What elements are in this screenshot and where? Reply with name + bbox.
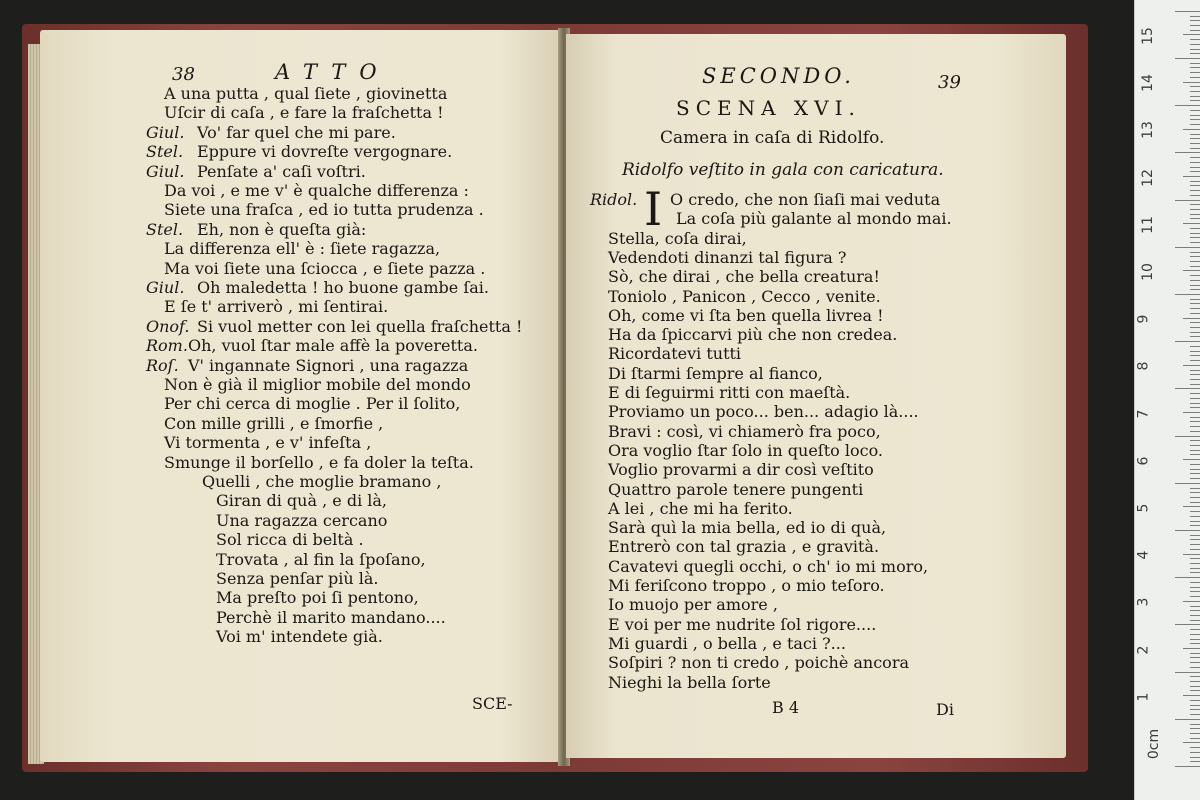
ruler-number: 13 <box>1139 121 1156 140</box>
ruler-tick <box>1190 190 1200 191</box>
ruler-tick <box>1190 596 1200 597</box>
speaker-label: Rom. <box>146 336 188 356</box>
ruler-tick <box>1190 143 1200 144</box>
ruler-tick <box>1190 209 1200 210</box>
ruler-tick <box>1183 365 1200 366</box>
ruler-tick <box>1190 289 1200 290</box>
verse-line: E di ſeguirmi ritti con maeſtà. <box>608 383 851 402</box>
ruler-tick <box>1190 100 1200 101</box>
speaker-label: Onof. <box>146 316 190 336</box>
scene-heading: SCENA XVI. <box>676 96 861 120</box>
verse-line: Siete una fraſca , ed io tutta prudenza . <box>164 200 484 220</box>
ruler-tick <box>1190 488 1200 489</box>
ruler-tick <box>1190 705 1200 706</box>
verse-line: Ma voi ſiete una ſciocca , e ſiete pazza . <box>164 258 486 278</box>
ruler-tick <box>1190 299 1200 300</box>
verse-line: La coſa più galante al mondo mai. <box>676 209 952 229</box>
verse-line: Vi tormenta , e v' infeſta , <box>164 433 372 453</box>
verse-line: Penſate a' caſi voſtri. <box>197 161 366 181</box>
ruler-tick <box>1190 752 1200 753</box>
ruler-tick <box>1190 426 1200 427</box>
ruler-tick <box>1183 601 1200 602</box>
ruler-tick <box>1175 294 1200 295</box>
ruler-tick <box>1190 582 1200 583</box>
ruler-tick <box>1190 440 1200 441</box>
ruler-tick <box>1183 82 1200 83</box>
ruler-number: 0cm <box>1146 728 1163 760</box>
ruler-tick <box>1190 700 1200 701</box>
ruler-tick <box>1190 502 1200 503</box>
ruler-tick <box>1190 639 1200 640</box>
ruler-tick <box>1190 44 1200 45</box>
ruler-tick <box>1190 473 1200 474</box>
ruler-tick <box>1190 445 1200 446</box>
right-speaker: Ridol. <box>590 190 638 209</box>
ruler-number: 2 <box>1135 645 1152 655</box>
ruler-tick <box>1183 554 1200 555</box>
ruler-number: 7 <box>1135 409 1152 419</box>
verse-line: Smunge il borſello , e fa doler la teſta. <box>164 452 474 472</box>
right-running-header: SECONDO. <box>702 64 855 88</box>
ruler-tick <box>1190 63 1200 64</box>
verse-line: Mi feriſcono troppo , o mio teſoro. <box>608 576 885 595</box>
ruler-number: 10 <box>1139 263 1156 281</box>
ruler-tick <box>1190 237 1200 238</box>
verse-line: Ha da ſpiccarvi più che non credea. <box>608 325 898 345</box>
verse-line: Si vuol metter con lei quella fraſchetta ! <box>197 316 523 336</box>
ruler-tick <box>1175 58 1200 59</box>
left-page <box>40 30 562 762</box>
speaker-label: Giul. <box>146 161 185 181</box>
ruler-tick <box>1190 91 1200 92</box>
ruler-tick <box>1190 148 1200 149</box>
ruler-tick <box>1190 67 1200 68</box>
ruler-number: 9 <box>1135 314 1152 324</box>
ruler-tick <box>1190 355 1200 356</box>
ruler-tick <box>1190 308 1200 309</box>
verse-line: Una ragazza cercano <box>216 510 388 530</box>
verse-line: Quattro parole tenere pungenti <box>608 479 864 499</box>
ruler-tick <box>1190 454 1200 455</box>
ruler-tick <box>1190 393 1200 394</box>
ruler-tick <box>1190 643 1200 644</box>
ruler-tick <box>1190 662 1200 663</box>
speaker-label: Stel. <box>146 142 184 162</box>
verse-line: Mi guardi , o bella , e taci ?... <box>608 633 846 653</box>
ruler-tick <box>1190 261 1200 262</box>
ruler-tick <box>1175 247 1200 248</box>
ruler-tick <box>1190 421 1200 422</box>
ruler-tick <box>1190 686 1200 687</box>
ruler-number: 5 <box>1135 503 1152 513</box>
ruler-tick <box>1175 341 1200 342</box>
ruler-tick <box>1190 233 1200 234</box>
ruler-tick <box>1183 506 1200 507</box>
verse-line: Eh, non è queſta già: <box>197 219 367 239</box>
verse-line: Oh, come vi ſta ben quella livrea ! <box>608 305 884 325</box>
ruler-tick <box>1190 403 1200 404</box>
verse-line: Nieghi la bella ſorte <box>608 672 771 692</box>
ruler-tick <box>1190 724 1200 725</box>
ruler-tick <box>1175 672 1200 673</box>
ruler-number: 14 <box>1139 74 1156 93</box>
ruler-tick <box>1190 119 1200 120</box>
ruler-tick <box>1190 30 1200 31</box>
ruler-tick <box>1190 280 1200 281</box>
ruler-tick <box>1190 171 1200 172</box>
verse-line: Con mille grilli , e ſmorfie , <box>164 413 384 433</box>
verse-line: Proviamo un poco... ben... adagio là.... <box>608 402 919 422</box>
ruler-tick <box>1183 412 1200 413</box>
verse-line: Di ſtarmi ſempre al fianco, <box>608 363 823 383</box>
verse-line: A una putta , qual ſiete , giovinetta <box>164 84 448 103</box>
speaker-label: Stel. <box>146 219 184 239</box>
ruler-tick <box>1190 228 1200 229</box>
ruler-tick <box>1190 464 1200 465</box>
ruler-number: 8 <box>1135 361 1152 371</box>
ruler-tick <box>1190 516 1200 517</box>
ruler-tick <box>1190 16 1200 17</box>
left-catchword: SCE- <box>472 694 513 713</box>
ruler-tick <box>1190 535 1200 536</box>
ruler-tick <box>1190 379 1200 380</box>
verse-line: Voi m' intendete già. <box>216 627 383 647</box>
ruler-tick <box>1190 351 1200 352</box>
ruler-tick <box>1190 563 1200 564</box>
ruler-number: 4 <box>1135 550 1152 560</box>
ruler-tick <box>1183 270 1200 271</box>
ruler-tick <box>1190 313 1200 314</box>
right-catchword: Di <box>936 700 954 719</box>
ruler-tick <box>1190 20 1200 21</box>
ruler-tick <box>1175 577 1200 578</box>
ruler-tick <box>1190 667 1200 668</box>
ruler-tick <box>1175 105 1200 106</box>
verse-line: Toniolo , Panicon , Cecco , venite. <box>608 286 881 306</box>
ruler-tick <box>1190 676 1200 677</box>
right-page-number: 39 <box>938 72 961 93</box>
measurement-ruler <box>1134 0 1200 800</box>
ruler-tick <box>1190 747 1200 748</box>
scene-setting: Camera in caſa di Ridolfo. <box>660 128 885 148</box>
ruler-tick <box>1190 218 1200 219</box>
speaker-label: Giul. <box>146 278 185 297</box>
ruler-tick <box>1190 77 1200 78</box>
verse-line: Oh maledetta ! ho buone gambe ſai. <box>197 278 489 297</box>
verse-line: Quelli , che moglie bramano , <box>202 472 442 491</box>
drop-capital: I <box>644 182 663 236</box>
ruler-tick <box>1175 624 1200 625</box>
ruler-tick <box>1190 709 1200 710</box>
verse-line: Uſcir di caſa , e fare la fraſchetta ! <box>164 103 444 123</box>
ruler-tick <box>1183 318 1200 319</box>
ruler-tick <box>1190 370 1200 371</box>
ruler-number: 6 <box>1135 456 1152 466</box>
verse-line: Sò, che dirai , che bella creatura! <box>608 267 880 287</box>
verse-line: V' ingannate Signori , una ragazza <box>188 355 469 375</box>
ruler-tick <box>1190 115 1200 116</box>
ruler-tick <box>1190 266 1200 267</box>
ruler-tick <box>1190 450 1200 451</box>
ruler-tick <box>1190 497 1200 498</box>
ruler-tick <box>1190 167 1200 168</box>
ruler-tick <box>1190 615 1200 616</box>
ruler-tick <box>1190 620 1200 621</box>
ruler-tick <box>1190 653 1200 654</box>
ruler-tick <box>1190 322 1200 323</box>
ruler-tick <box>1190 398 1200 399</box>
ruler-number: 3 <box>1135 597 1152 607</box>
ruler-tick <box>1190 185 1200 186</box>
ruler-tick <box>1190 558 1200 559</box>
verse-line: Cavatevi quegli occhi, o ch' io mi moro, <box>608 556 929 576</box>
ruler-number: 11 <box>1139 215 1156 234</box>
verse-line: Sarà quì la mia bella, ed io di quà, <box>608 518 887 538</box>
ruler-tick <box>1190 53 1200 54</box>
ruler-tick <box>1183 129 1200 130</box>
verse-line: Non è già il miglior mobile del mondo <box>164 375 471 394</box>
verse-line: O credo, che non ſiaſi mai veduta <box>670 190 941 209</box>
ruler-tick <box>1190 761 1200 762</box>
verse-line: Ora voglio ſtar ſolo in queſto loco. <box>608 440 884 460</box>
ruler-tick <box>1175 483 1200 484</box>
verse-line: Giran di quà , e di là, <box>216 491 388 511</box>
verse-line: Soſpiri ? non ti credo , poichè ancora <box>608 653 909 673</box>
ruler-tick <box>1190 242 1200 243</box>
ruler-tick <box>1190 587 1200 588</box>
verse-line: E ſe t' arriverò , mi ſentirai. <box>164 297 389 317</box>
ruler-tick <box>1175 200 1200 201</box>
ruler-tick <box>1190 417 1200 418</box>
ruler-tick <box>1190 690 1200 691</box>
ruler-tick <box>1183 648 1200 649</box>
signature-mark: B 4 <box>772 698 800 717</box>
ruler-tick <box>1190 96 1200 97</box>
ruler-tick <box>1190 634 1200 635</box>
verse-line: Ma preſto poi ſi pentono, <box>216 588 419 608</box>
ruler-tick <box>1190 544 1200 545</box>
ruler-tick <box>1183 176 1200 177</box>
ruler-tick <box>1190 431 1200 432</box>
ruler-tick <box>1175 152 1200 153</box>
ruler-tick <box>1190 303 1200 304</box>
ruler-tick <box>1190 204 1200 205</box>
verse-line: E voi per me nudrite ſol rigore.... <box>608 614 877 634</box>
ruler-tick <box>1190 49 1200 50</box>
verse-line: Per chi cerca di moglie . Per il ſolito, <box>164 394 461 414</box>
ruler-tick <box>1190 195 1200 196</box>
ruler-tick <box>1190 360 1200 361</box>
stage-direction: Ridolfo veſtito in gala con caricatura. <box>622 160 944 180</box>
verse-line: Ricordatevi tutti <box>608 344 742 364</box>
ruler-tick <box>1183 459 1200 460</box>
ruler-tick <box>1190 492 1200 493</box>
verse-line: Eppure vi dovreſte vergognare. <box>197 142 453 162</box>
verse-line: Senza penſar più là. <box>216 569 379 588</box>
ruler-tick <box>1190 407 1200 408</box>
ruler-tick <box>1175 719 1200 720</box>
left-page-number: 38 <box>172 64 195 85</box>
verse-line: Voglio provarmi a dir così veſtito <box>608 460 874 480</box>
ruler-tick <box>1190 181 1200 182</box>
verse-line: Bravi : così, vi chiamerò fra poco, <box>608 421 881 441</box>
verse-line: Vo' far quel che mi pare. <box>197 122 396 142</box>
ruler-tick <box>1190 332 1200 333</box>
ruler-tick <box>1190 327 1200 328</box>
ruler-tick <box>1190 681 1200 682</box>
ruler-tick <box>1190 521 1200 522</box>
speaker-label: Giul. <box>146 122 185 142</box>
verse-line: Stella, coſa dirai, <box>608 228 747 248</box>
ruler-tick <box>1175 11 1200 12</box>
ruler-tick <box>1190 157 1200 158</box>
ruler-tick <box>1190 275 1200 276</box>
verse-line: Io muojo per amore , <box>608 595 778 615</box>
ruler-tick <box>1190 606 1200 607</box>
ruler-tick <box>1190 110 1200 111</box>
ruler-number: 1 <box>1135 692 1152 702</box>
ruler-tick <box>1190 124 1200 125</box>
left-running-header: ATTO <box>275 60 391 84</box>
ruler-tick <box>1190 256 1200 257</box>
ruler-tick <box>1175 388 1200 389</box>
ruler-tick <box>1190 72 1200 73</box>
verse-line: Sol ricca di beltà . <box>216 530 364 550</box>
ruler-tick <box>1190 539 1200 540</box>
ruler-tick <box>1183 742 1200 743</box>
verse-line: La differenza ell' è : ſiete ragazza, <box>164 239 441 259</box>
ruler-tick <box>1183 34 1200 35</box>
ruler-tick <box>1190 572 1200 573</box>
ruler-number: 15 <box>1139 27 1156 45</box>
ruler-tick <box>1190 738 1200 739</box>
verse-line: Perchè il marito mandano.... <box>216 607 446 627</box>
ruler-tick <box>1190 252 1200 253</box>
ruler-tick <box>1190 285 1200 286</box>
ruler-tick <box>1190 568 1200 569</box>
ruler-tick <box>1190 714 1200 715</box>
ruler-tick <box>1190 134 1200 135</box>
ruler-tick <box>1175 436 1200 437</box>
ruler-tick <box>1190 511 1200 512</box>
ruler-tick <box>1190 757 1200 758</box>
ruler-tick <box>1190 591 1200 592</box>
ruler-tick <box>1190 346 1200 347</box>
speaker-label: Roſ. <box>146 355 179 375</box>
verse-line: Da voi , e me v' è qualche differenza : <box>164 181 469 200</box>
ruler-tick <box>1190 728 1200 729</box>
verse-line: Entrerò con tal grazia , e gravità. <box>608 537 880 557</box>
ruler-tick <box>1190 657 1200 658</box>
ruler-tick <box>1190 336 1200 337</box>
ruler-tick <box>1190 469 1200 470</box>
verse-line: Vedendoti dinanzi tal figura ? <box>608 247 847 267</box>
ruler-tick <box>1190 214 1200 215</box>
ruler-tick <box>1190 39 1200 40</box>
ruler-tick <box>1190 162 1200 163</box>
ruler-tick <box>1183 695 1200 696</box>
ruler-tick <box>1190 610 1200 611</box>
ruler-tick <box>1190 25 1200 26</box>
ruler-tick <box>1190 86 1200 87</box>
ruler-tick <box>1183 223 1200 224</box>
ruler-number: 12 <box>1139 168 1156 187</box>
ruler-tick <box>1190 525 1200 526</box>
ruler-tick <box>1190 629 1200 630</box>
ruler-tick <box>1190 549 1200 550</box>
verse-line: A lei , che mi ha ferito. <box>608 498 793 518</box>
ruler-tick <box>1175 530 1200 531</box>
ruler-tick <box>1190 138 1200 139</box>
ruler-tick <box>1190 733 1200 734</box>
ruler-tick <box>1190 374 1200 375</box>
right-page <box>566 34 1066 758</box>
verse-line: Trovata , al fin la ſpoſano, <box>216 549 426 569</box>
ruler-tick <box>1190 478 1200 479</box>
ruler-tick <box>1175 766 1200 767</box>
ruler-tick <box>1190 384 1200 385</box>
verse-line: Oh, vuol ſtar male affè la poveretta. <box>188 336 478 356</box>
